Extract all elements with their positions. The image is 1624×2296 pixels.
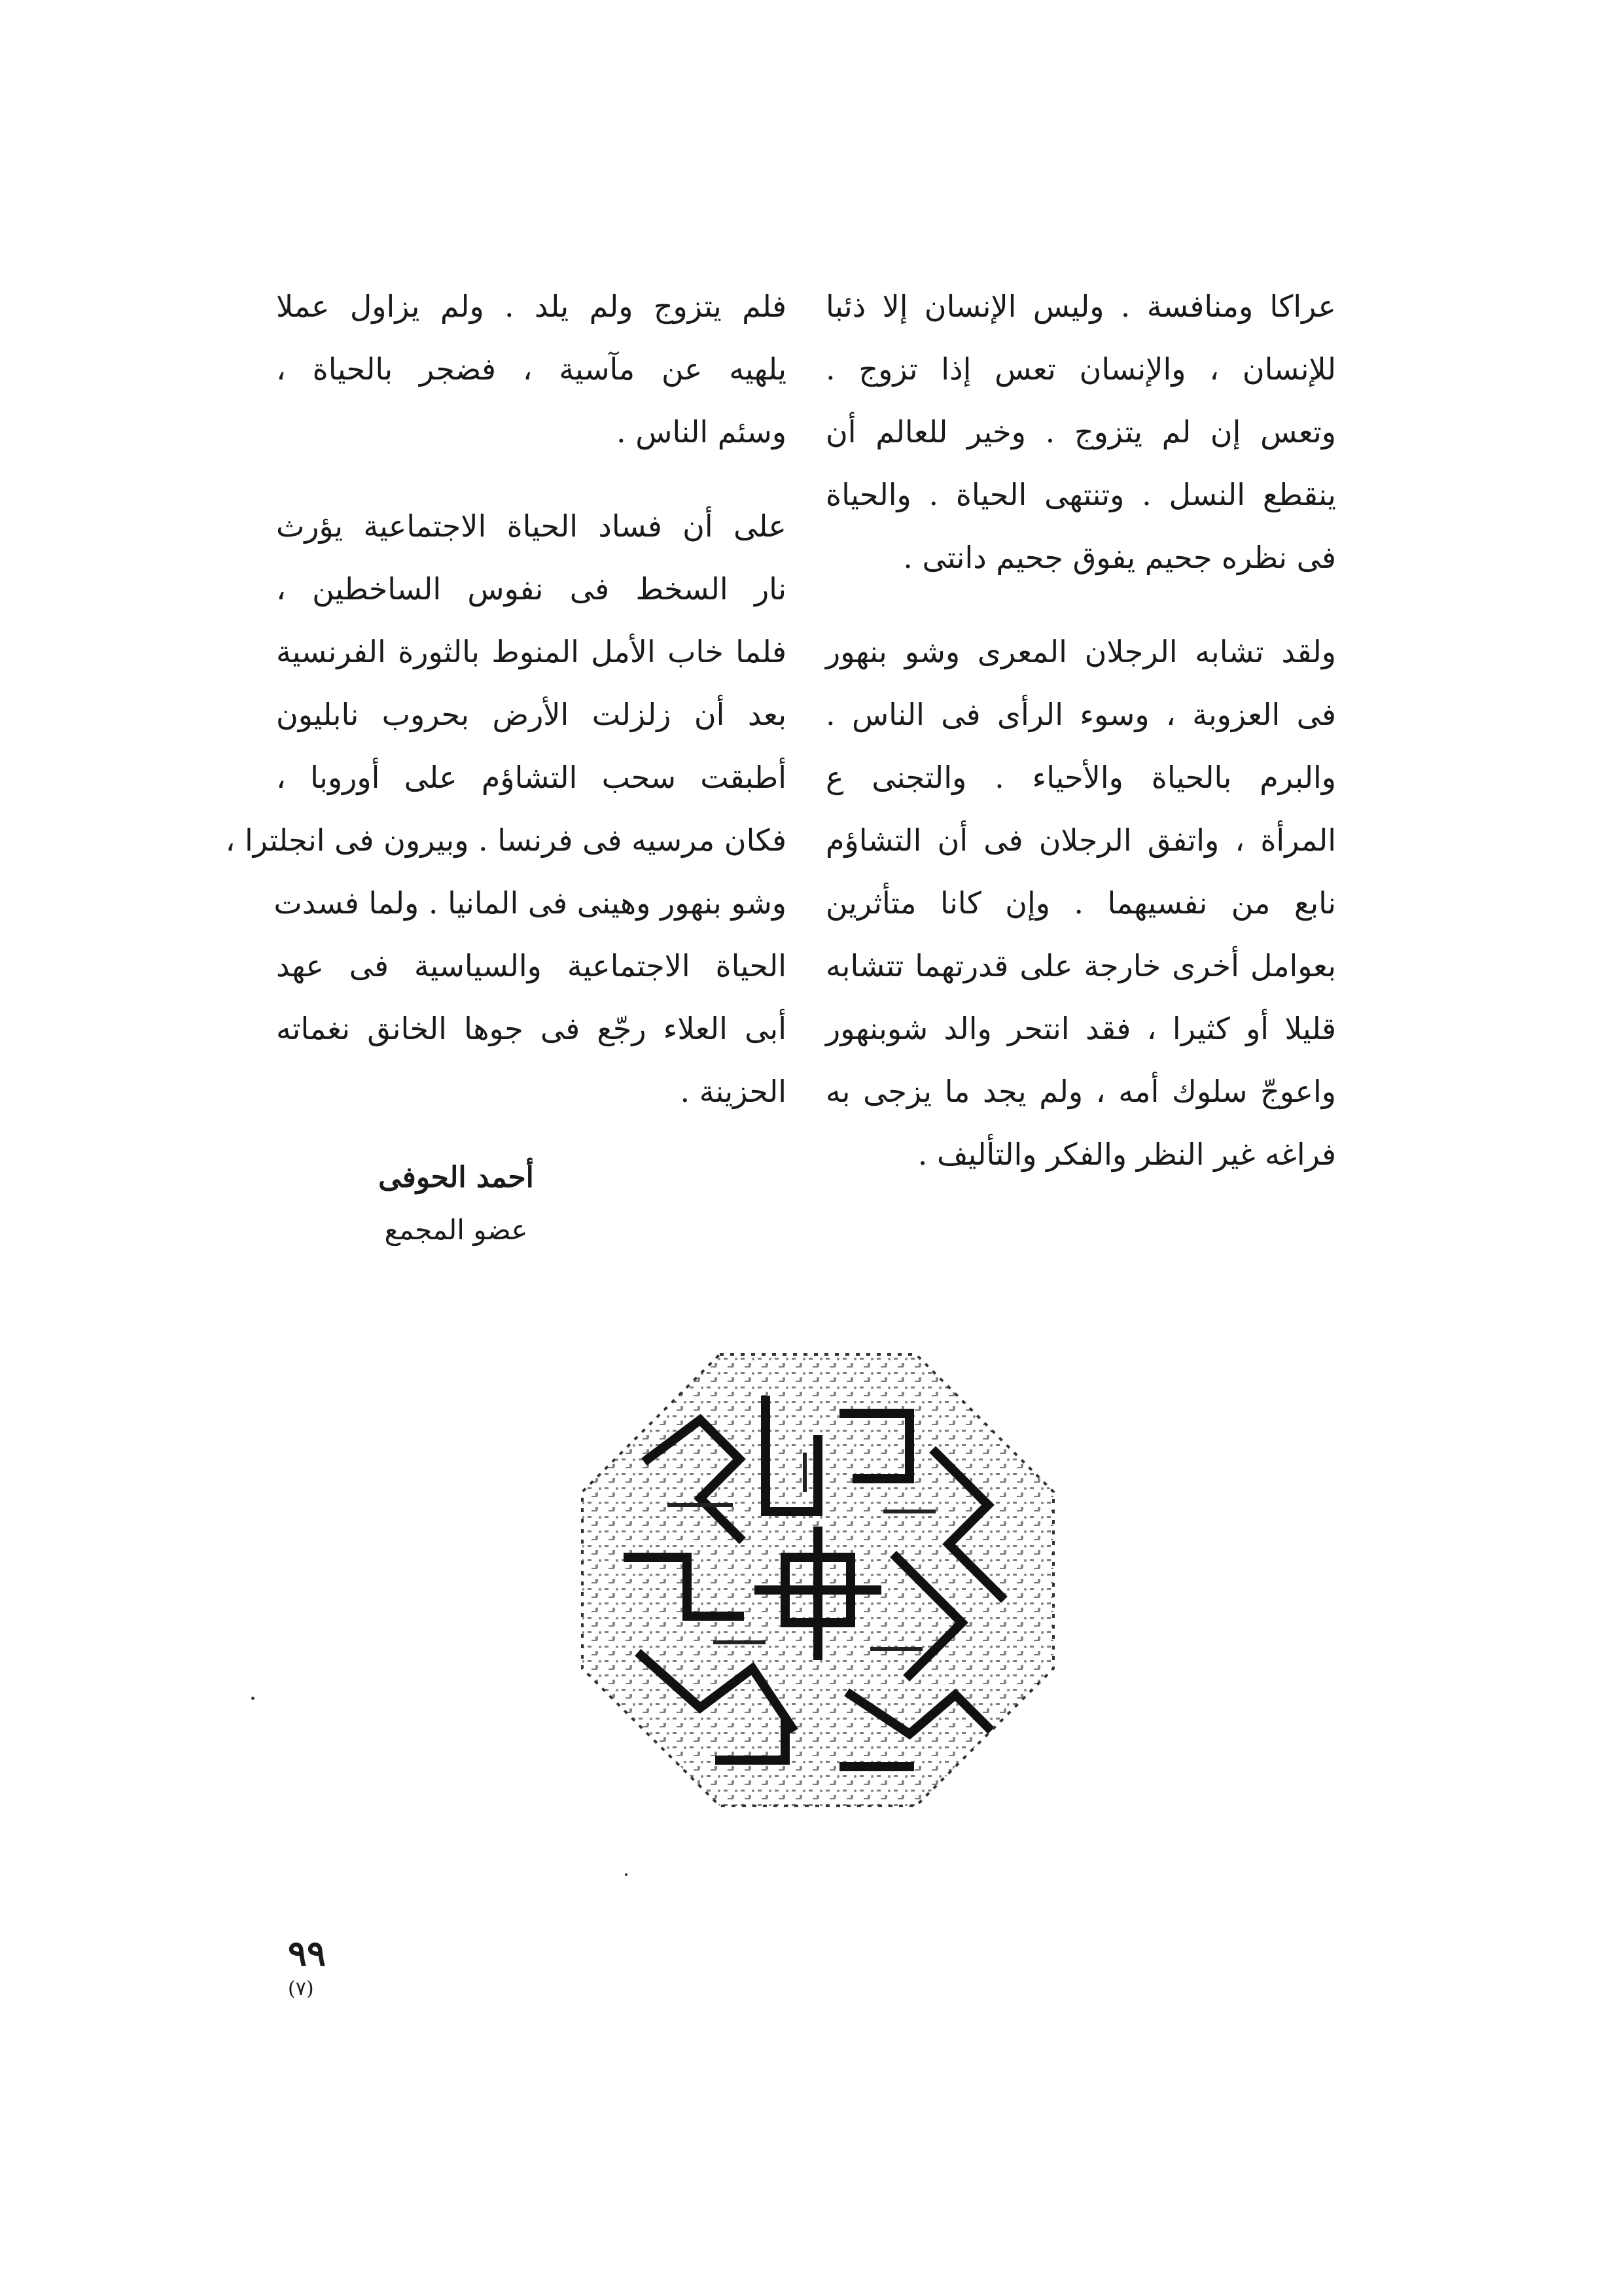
body-line: الحزينة . (680, 1074, 786, 1109)
body-line: أطبقت سحب التشاؤم على أوروبا ، (276, 760, 786, 795)
scan-speck (251, 1697, 255, 1700)
body-line: وشو بنهور وهينى فى المانيا . ولما فسدت (274, 885, 786, 921)
body-line: فى العزوبة ، وسوء الرأى فى الناس . (826, 697, 1336, 732)
body-line: فلم يتزوج ولم يلد . ولم يزاول عملا (276, 289, 786, 324)
body-line: للإنسان ، والإنسان تعس إذا تزوج . (826, 351, 1336, 387)
body-line: عراكا ومنافسة . وليس الإنسان إلا ذئبا (826, 289, 1336, 324)
author-title: عضو المجمع (384, 1214, 528, 1246)
calligraphic-seal-icon (569, 1341, 1067, 1819)
body-line: نار السخط فى نفوس الساخطين ، (276, 571, 786, 607)
page-footer (288, 1930, 326, 2002)
body-line: وتعس إن لم يتزوج . وخير للعالم أن (826, 414, 1336, 450)
body-line: فلما خاب الأمل المنوط بالثورة الفرنسية (276, 634, 786, 669)
body-line: ولقد تشابه الرجلان المعرى وشو بنهور (826, 634, 1336, 669)
author-signature (319, 1152, 593, 1256)
body-line: فكان مرسيه فى فرنسا . وبيرون فى انجلترا ، (225, 822, 786, 858)
body-line: ينقطع النسل . وتنتهى الحياة . والحياة (826, 477, 1336, 512)
body-line: وسئم الناس . (616, 414, 786, 450)
body-line: نابع من نفسيهما . وإن كانا متأثرين (826, 885, 1336, 921)
body-line: بعد أن زلزلت الأرض بحروب نابليون (276, 697, 786, 732)
body-line: يلهيه عن مآسية ، فضجر بالحياة ، (276, 351, 786, 387)
body-line: على أن فساد الحياة الاجتماعية يؤرث (276, 508, 786, 544)
body-line: واعوجّ سلوك أمه ، ولم يجد ما يزجى به (826, 1074, 1336, 1109)
left-column (225, 275, 786, 1123)
body-line: فراغه غير النظر والفكر والتأليف . (917, 1137, 1336, 1172)
body-line: فى نظره جحيم يفوق جحيم دانتى . (903, 540, 1336, 575)
body-line: بعوامل أخرى خارجة على قدرتهما تتشابه (826, 948, 1336, 983)
body-line: قليلا أو كثيرا ، فقد انتحر والد شوبنهور (826, 1011, 1336, 1046)
right-column (826, 275, 1336, 1186)
paragraph-gap (826, 589, 1336, 620)
signature-mark: (٧) (288, 1977, 314, 2000)
body-line: أبى العلاء رجّع فى جوها الخانق نغماته (276, 1011, 786, 1046)
scan-speck (625, 1873, 627, 1876)
body-line: المرأة ، واتفق الرجلان فى أن التشاؤم (826, 822, 1336, 858)
page-number: ٩٩ (288, 1932, 327, 1974)
body-line: الحياة الاجتماعية والسياسية فى عهد (276, 948, 786, 983)
author-name: أحمد الحوفى (378, 1161, 534, 1194)
body-line: والبرم بالحياة والأحياء . والتجنى ع (826, 760, 1336, 795)
paragraph-gap (276, 463, 786, 495)
